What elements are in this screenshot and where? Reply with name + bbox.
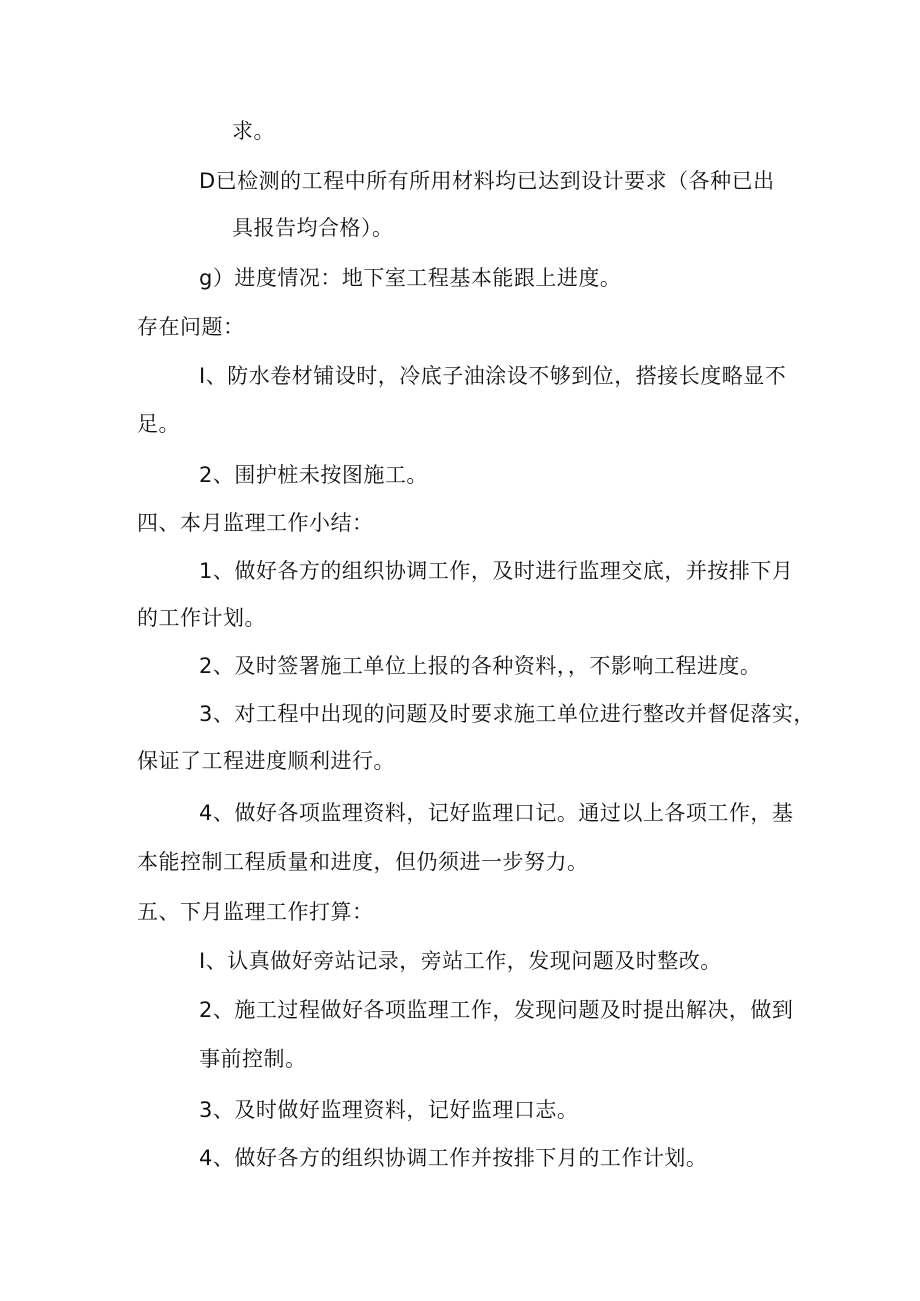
text-line: 2、围护桩未按图施工。 — [199, 463, 428, 487]
text-line: 3、对工程中出现的问题及时要求施工单位进行整改并督促落实， — [199, 702, 815, 726]
text-line: 足。 — [137, 412, 180, 436]
text-line: 4、做好各项监理资料，记好监理口记。通过以上各项工作，基 — [199, 801, 794, 825]
text-line: 的工作计划。 — [137, 606, 266, 630]
text-line: 本能控制工程质量和进度，但仍须进一步努力。 — [137, 850, 589, 874]
text-line: g）进度情况：地下室工程基本能跟上进度。 — [199, 266, 622, 290]
text-line: 求。 — [232, 119, 275, 143]
text-line: 具报告均合格）。 — [232, 216, 394, 240]
text-line: D已检测的工程中所有所用材料均已达到设计要求（各种已出 — [199, 169, 775, 193]
text-line: 3、及时做好监理资料，记好监理口志。 — [199, 1098, 579, 1122]
text-line: I、防水卷材铺设时，冷底子油涂设不够到位，搭接长度略显不 — [199, 364, 787, 388]
text-line: I、认真做好旁站记录，旁站工作，发现问题及时整改。 — [199, 949, 722, 973]
text-line: 2、施工过程做好各项监理工作，发现问题及时提出解决，做到 — [199, 998, 794, 1022]
text-line: 4、做好各方的组织协调工作并按排下月的工作计划。 — [199, 1146, 708, 1170]
text-line: 保证了工程进度顺利进行。 — [137, 749, 395, 773]
section-heading: 四、本月监理工作小结： — [137, 511, 374, 535]
text-line: 1、做好各方的组织协调工作，及时进行监理交底，并按排下月 — [199, 559, 794, 583]
section-heading: 五、下月监理工作打算： — [137, 900, 374, 924]
text-line: 2、及时签署施工单位上报的各种资料，，不影响工程进度。 — [199, 654, 762, 678]
section-heading: 存在问题： — [137, 315, 245, 339]
text-line: 事前控制。 — [199, 1047, 307, 1071]
